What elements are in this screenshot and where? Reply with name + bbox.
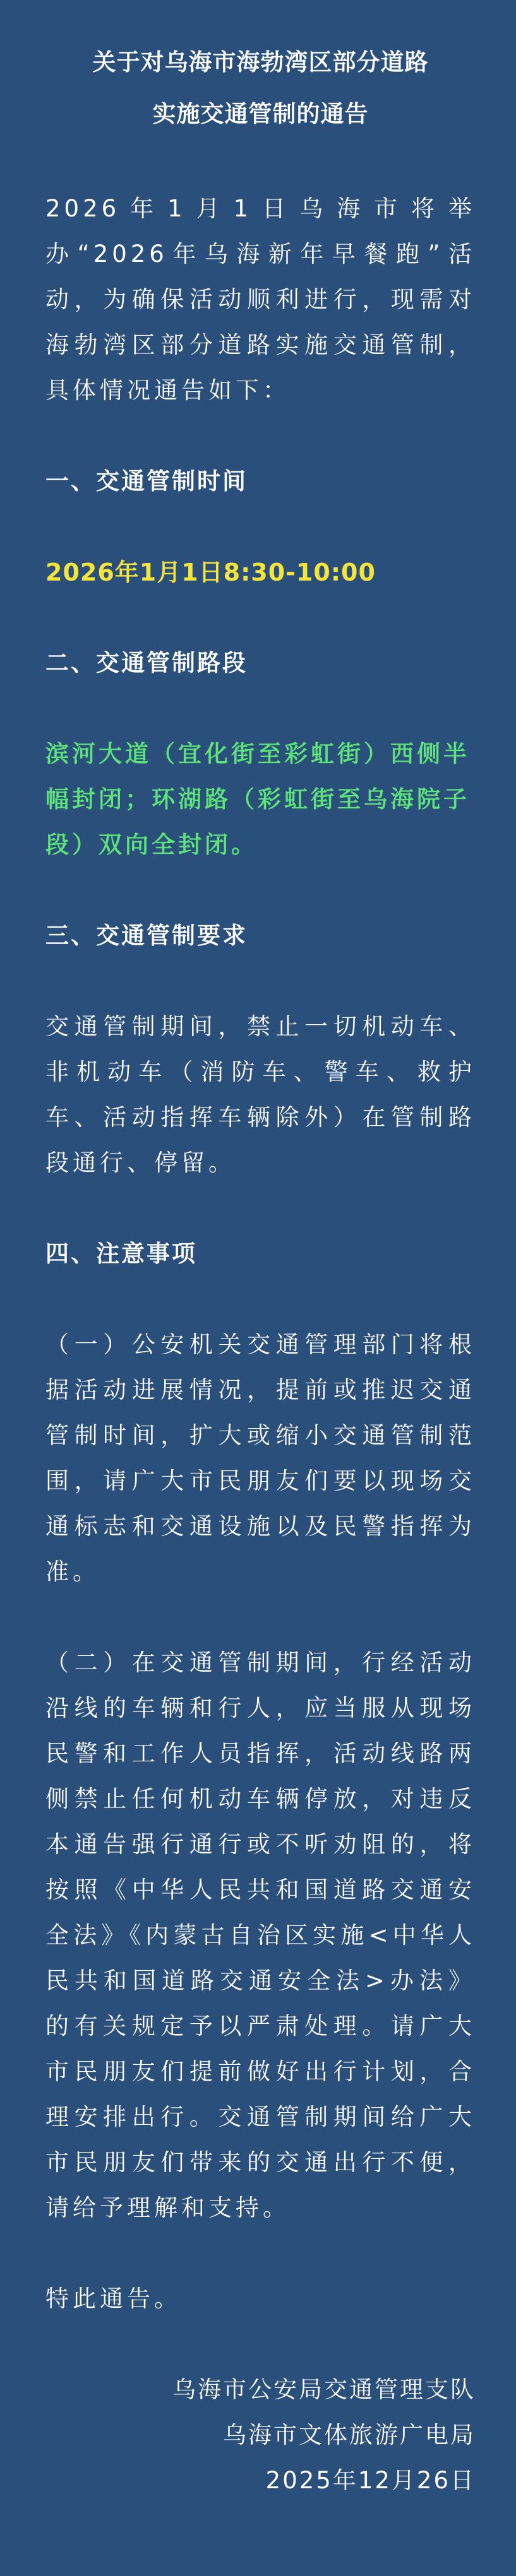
spacer	[45, 959, 476, 1004]
section1-heading: 一、交通管制时间	[45, 468, 248, 495]
spacer	[45, 140, 476, 186]
spacer	[45, 686, 476, 731]
section4-heading: 四、注意事项	[45, 1240, 197, 1267]
spacer	[45, 504, 476, 550]
note-one: （一）公安机关交通管理部门将根据活动进展情况，提前或推迟交通管制时间，扩大或缩小交通管制范围，请广大市民朋友们要以现场交通标志和交通设施以及民警指挥为准。	[45, 1331, 476, 1585]
spacer	[45, 1186, 476, 1231]
spacer	[45, 413, 476, 459]
closing-text: 特此通告。	[45, 2285, 181, 2312]
spacer	[45, 595, 476, 641]
notice-title-line2: 实施交通管制的通告	[152, 100, 369, 127]
section2-heading: 二、交通管制路段	[45, 649, 248, 676]
control-roads: 滨河大道（宜化街至彩虹街）西侧半幅封闭；环湖路（彩虹街至乌海院子段）双向全封闭。	[45, 740, 470, 858]
issue-date: 2025年12月26日	[265, 2467, 476, 2494]
intro-paragraph: 2026年1月1日乌海市将举办“2026年乌海新年早餐跑”活动，为确保活动顺利进行，现需对海勃湾区部分道路实施交通管制，具体情况通告如下：	[45, 195, 476, 404]
spacer	[45, 2322, 476, 2367]
spacer	[45, 2231, 476, 2276]
control-requirements: 交通管制期间，禁止一切机动车、非机动车（消防车、警车、救护车、活动指挥车辆除外）在管制路段通行、停留。	[45, 1013, 476, 1176]
control-time: 2026年1月1日8:30-10:00	[45, 558, 376, 586]
spacer	[45, 868, 476, 913]
issuer-traffic-police: 乌海市公安局交通管理支队	[172, 2376, 476, 2403]
issuer-culture-bureau: 乌海市文体旅游广电局	[223, 2421, 476, 2449]
notice-title-line1: 关于对乌海市海勃湾区部分道路	[92, 49, 429, 76]
spacer	[45, 1595, 476, 1640]
spacer	[45, 1277, 476, 1322]
section3-heading: 三、交通管制要求	[45, 922, 248, 949]
note-two: （二）在交通管制期间，行经活动沿线的车辆和行人，应当服从现场民警和工作人员指挥，活动线路两侧禁止任何机动车辆停放，对违反本通告强行通行或不听劝阻的，将按照《中华人民共和国道路交通安全法》《内蒙古自治区实施<中华人民共和国道路交通安全法>办法》的有关规定予以严肃处理。请广大市民朋友们提前做好出行计划，合理安排出行。交通管制期间给广大市民朋友们带来的交通出行不便，请给予理解和支持。	[45, 1649, 476, 2221]
